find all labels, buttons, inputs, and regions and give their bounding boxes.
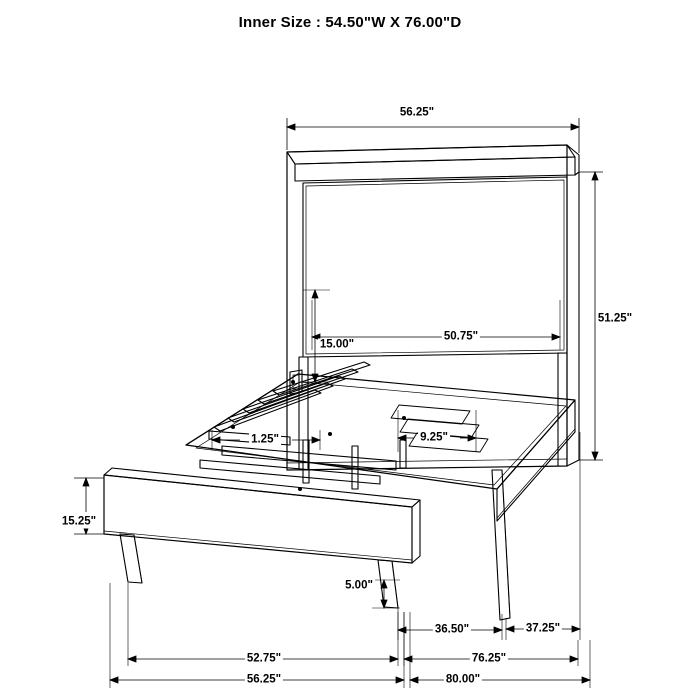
- dim-footboard-depth-outer: 37.25": [525, 622, 561, 635]
- dim-footboard-depth-inner: 36.50": [434, 623, 470, 636]
- dim-side-length-inner: 76.25": [471, 652, 507, 665]
- dimension-lines: [74, 118, 603, 688]
- dim-headboard-panel-width: 50.75": [443, 330, 479, 343]
- page-title: Inner Size : 54.50"W X 76.00"D: [238, 14, 462, 31]
- dim-slat-gap: 9.25": [420, 431, 448, 444]
- dim-rail-length-inner: 52.75": [246, 652, 282, 665]
- right-side-rail: [497, 400, 575, 521]
- dim-slat-width: 1.25": [251, 433, 279, 446]
- dim-headboard-clearance: 15.00": [319, 338, 355, 351]
- dim-leg-height: 5.00": [345, 579, 373, 592]
- dim-footboard-height: 15.25": [61, 515, 97, 528]
- rear-right-leg: [492, 470, 510, 620]
- dim-overall-width: 56.25": [246, 673, 282, 686]
- dim-headboard-width: 56.25": [399, 106, 435, 119]
- dim-headboard-height: 51.25": [597, 312, 633, 325]
- bed-frame-deck: [186, 362, 575, 491]
- dim-overall-length: 80.00": [445, 673, 481, 686]
